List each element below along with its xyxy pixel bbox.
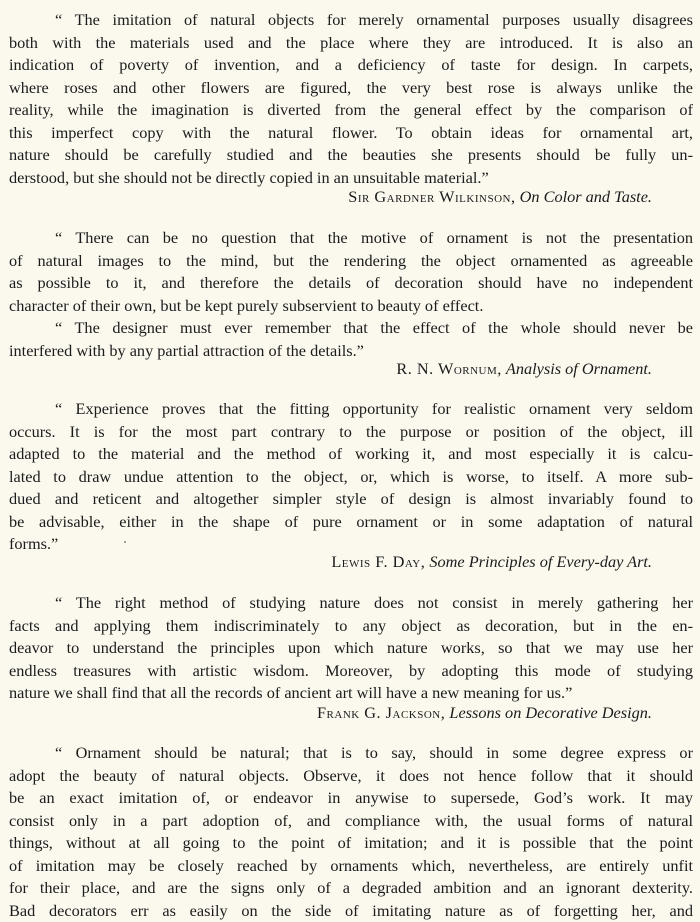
- text-line: nature we shall find that all the records of ancient art will have a new meaning for us.”: [9, 682, 693, 705]
- text-line: interfered with by any partial attraction of the details.”: [9, 340, 693, 363]
- text-line: “ The imitation of natural objects for merely ornamental purposes usually disagrees: [9, 9, 693, 32]
- text-line: nature should be carefully studied and the beauties she presents should be fully un-: [9, 144, 693, 167]
- quote-wornum: [9, 227, 693, 362]
- text-line: reality, while the imagination is diverted from the general effect by the comparison of: [9, 99, 693, 122]
- work-title: On Color and Taste.: [520, 187, 652, 206]
- text-line: deavor to understand the principles upon which nature works, so that we may use her: [9, 637, 693, 660]
- author-name: Frank G. Jackson,: [317, 703, 445, 722]
- work-title: Lessons on Decorative Design.: [449, 703, 652, 722]
- text-line: for their place, and are the signs only of a degraded ambition and an ignorant dexterity.: [9, 877, 693, 900]
- quote-jackson: [9, 592, 693, 705]
- text-line: of natural images to the mind, but the rendering the object ornamented as agreeable: [9, 250, 693, 273]
- text-line: this imperfect copy with the natural flower. To obtain ideas for ornamental art,: [9, 122, 693, 145]
- quote-wilkinson: [9, 9, 693, 189]
- text-line: derstood, but she should not be directly copied in an unsuitable material.”: [9, 167, 693, 190]
- text-line: be an exact imitation of, or endeavor in anywise to supersede, God’s work. It may: [9, 787, 693, 810]
- text-line: adopt the beauty of natural objects. Observe, it does not hence follow that it should: [9, 765, 693, 788]
- text-line: Bad decorators err as easily on the side of imitating nature as of forgetting her, and: [9, 900, 693, 922]
- text-line: occurs. It is for the most part contrary to the purpose or position of the object, ill: [9, 421, 693, 444]
- work-title: Some Principles of Every-day Art.: [429, 552, 652, 571]
- author-name: R. N. Wornum,: [396, 359, 502, 378]
- text-line: character of their own, but be kept purely subservient to beauty of effect.: [9, 295, 693, 318]
- text-line: dued and reticent and altogether simpler style of design is almost invariably found to: [9, 488, 693, 511]
- attribution-day: [331, 551, 652, 573]
- text-line: be advisable, either in the shape of pure ornament or in some adaptation of natural: [9, 511, 693, 534]
- text-line: consist only in a part adoption of, and compliance with, the usual forms of natural: [9, 810, 693, 833]
- ink-speck: [124, 541, 126, 543]
- text-line: as possible to it, and therefore the details of decoration should have no independent: [9, 272, 693, 295]
- text-line: of imitation may be closely reached by ornaments which, nevertheless, are entirely unfit: [9, 855, 693, 878]
- text-line: forms.”: [9, 533, 693, 556]
- text-line: “ The designer must ever remember that the effect of the whole should never be: [9, 317, 693, 340]
- author-name: Lewis F. Day,: [331, 552, 425, 571]
- attribution-wilkinson: [348, 186, 652, 208]
- work-title: Analysis of Ornament.: [506, 359, 652, 378]
- text-line: where roses and other flowers are figured, the very best rose is always unlike the: [9, 77, 693, 100]
- text-line: “ Ornament should be natural; that is to say, should in some degree express or: [9, 742, 693, 765]
- text-line: lated to draw undue attention to the object, or, which is worse, to itself. A more sub-: [9, 466, 693, 489]
- text-line: “ Experience proves that the fitting opportunity for realistic ornament very seldom: [9, 398, 693, 421]
- text-line: “ The right method of studying nature does not consist in merely gathering her: [9, 592, 693, 615]
- attribution-wornum: [396, 358, 652, 380]
- quote-ornament-natural: [9, 742, 693, 922]
- text-line: endless treasures with artistic wisdom. Moreover, by adopting this mode of studying: [9, 660, 693, 683]
- author-name: Sir Gardner Wilkinson,: [348, 187, 515, 206]
- attribution-jackson: [317, 702, 652, 724]
- text-line: adapted to the material and the method of working it, and most especially it is calcu-: [9, 443, 693, 466]
- text-line: “ There can be no question that the motive of ornament is not the presentation: [9, 227, 693, 250]
- text-line: facts and applying them indiscriminately to any object as decoration, but in the en-: [9, 615, 693, 638]
- text-line: indication of poverty of invention, and a deficiency of taste for design. In carpets,: [9, 54, 693, 77]
- quote-day: [9, 398, 693, 556]
- text-line: things, without at all going to the point of imitation; and it is possible that the point: [9, 832, 693, 855]
- text-line: both with the materials used and the place where they are introduced. It is also an: [9, 32, 693, 55]
